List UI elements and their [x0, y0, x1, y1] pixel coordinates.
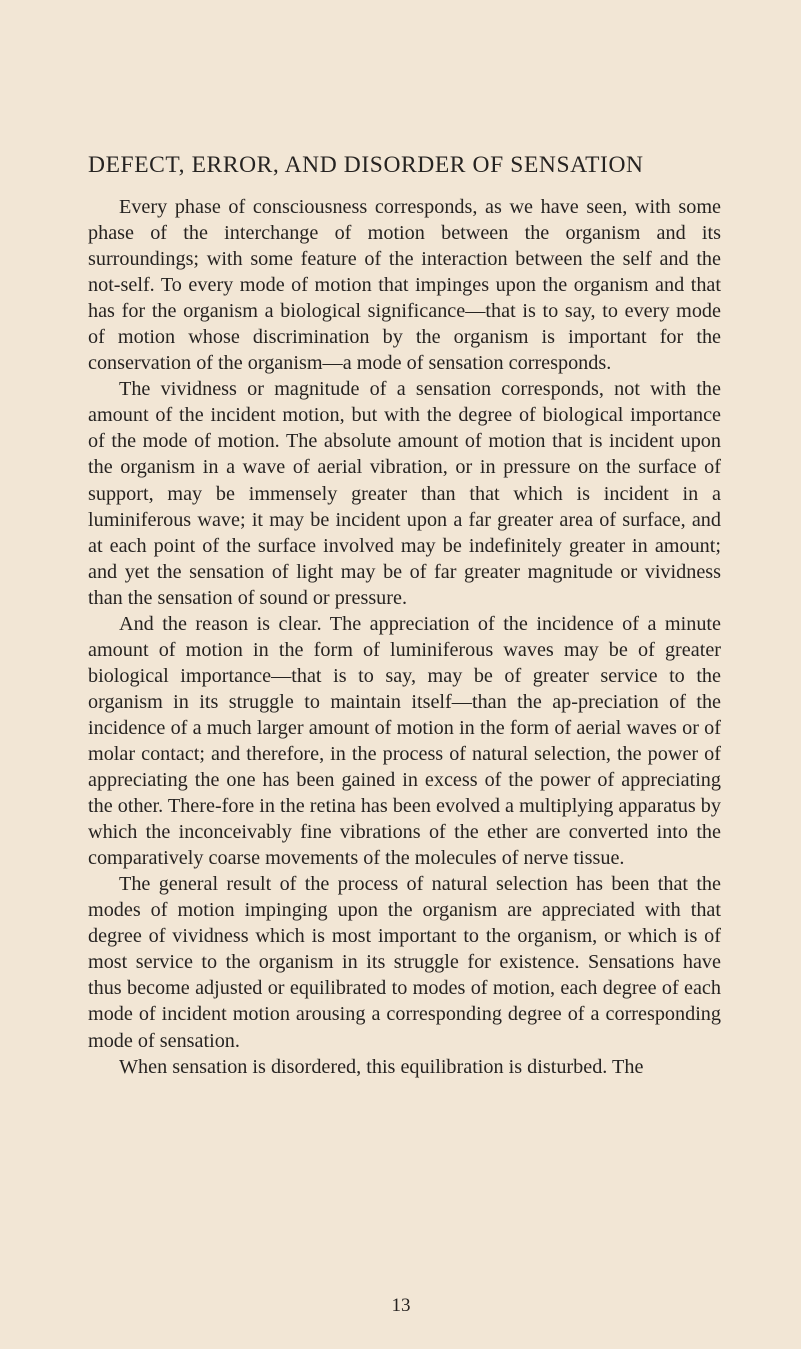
paragraph-4: The general result of the process of natural selection has been that the modes of motion impinging upon the organism are appreciated with that degree of vividness which is most important to the organism, or which is of most service to the organism in its struggle for existence. Sensations have thus become adjusted or equilibrated to modes of motion, each degree of each mode of incident motion arousing a corresponding degree of a corresponding mode of sensation.: [88, 873, 721, 1052]
paragraph-2: The vividness or magnitude of a sensation corresponds, not with the amount of the incident motion, but with the degree of biological importance of the mode of motion. The absolute amount of motion that is incident upon the organism in a wave of aerial vibration, or in pressure on the surface of support, may be immensely greater than that which is incident in a luminiferous wave; it may be incident upon a far greater area of surface, and at each point of the surface involved may be indefinitely greater in amount; and yet the sensation of light may be of far greater magnitude or vividness than the sensation of sound or pressure.: [88, 378, 721, 609]
chapter-heading: DEFECT, ERROR, AND DISORDER OF SENSATION: [88, 152, 644, 178]
body-text: [88, 194, 721, 1080]
paragraph-5: When sensation is disordered, this equilibration is disturbed. The: [119, 1055, 644, 1078]
page-number: 13: [391, 1295, 411, 1316]
paragraph-1: Every phase of consciousness corresponds, as we have seen, with some phase of the interchange of motion between the organism and its surroundings; with some feature of the interaction between the self and the not-self. To every mode of motion that impinges upon the organism and that has for the organism a biological significance—that is to say, to every mode of motion whose discrimination by the organism is important for the conservation of the organism—a mode of sensation corresponds.: [88, 196, 721, 375]
paragraph-3: And the reason is clear. The appreciation of the incidence of a minute amount of motion in the form of luminiferous waves may be of greater biological importance—that is to say, may be of greater service to the organism in its struggle to maintain itself—than the ap-preciation of the incidence of a much larger amount of motion in the form of aerial waves or of molar contact; and therefore, in the process of natural selection, the power of appreciating the one has been gained in excess of the power of appreciating the other. There-fore in the retina has been evolved a multiplying apparatus by which the inconceivably fine vibrations of the ether are converted into the comparatively coarse movements of the molecules of nerve tissue.: [88, 612, 721, 870]
